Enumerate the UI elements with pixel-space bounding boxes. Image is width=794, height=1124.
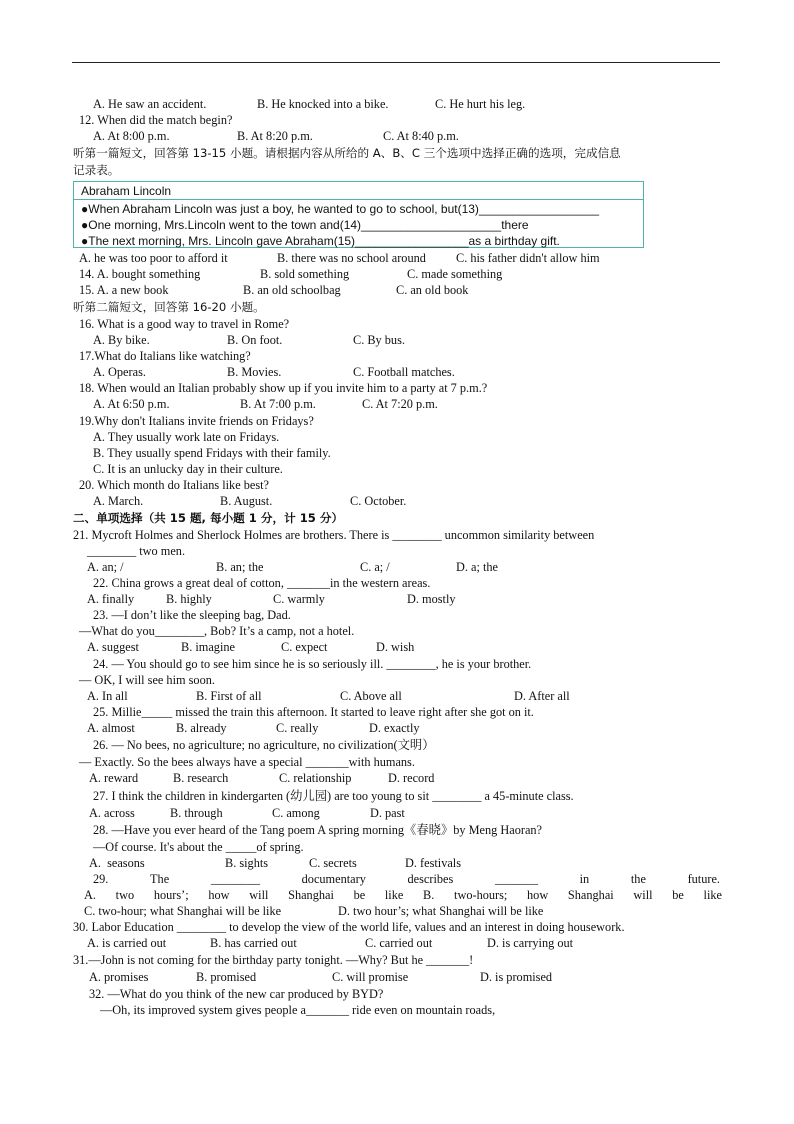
q25-option-c: C. really xyxy=(276,721,319,735)
q15-option-a: 15. A. a new book xyxy=(79,283,169,297)
q29-word: like xyxy=(703,888,722,902)
q24-line2: — OK, I will see him soon. xyxy=(79,673,215,687)
q21-line2: ________ two men. xyxy=(87,544,186,558)
q30-option-a: A. is carried out xyxy=(87,936,167,950)
q16-option-b: B. On foot. xyxy=(227,333,283,347)
q19-option-b: B. They usually spend Fridays with their family. xyxy=(93,446,331,460)
q23-option-d: D. wish xyxy=(376,640,415,654)
q24-line1: 24. — You should go to see him since he is so seriously ill. ________, he is your brother. xyxy=(93,657,532,671)
q28-line2: —Of course. It's about the _____of spring. xyxy=(93,840,304,854)
q22-option-b: B. highly xyxy=(166,592,212,606)
q29-word: describes xyxy=(407,872,454,886)
q13-option-c: C. his father didn't allow him xyxy=(456,251,600,265)
q26-line1: 26. — No bees, no agriculture; no agriculture, no civilization(文明） xyxy=(93,738,435,752)
q21-option-b: B. an; the xyxy=(216,560,264,574)
q24-option-c: C. Above all xyxy=(340,689,402,703)
q22-option-a: A. finally xyxy=(87,592,135,606)
q28-option-a: A. seasons xyxy=(89,856,145,870)
q21-option-a: A. an; / xyxy=(87,560,124,574)
q19-question: 19.Why don't Italians invite friends on Fridays? xyxy=(79,414,314,428)
q18-option-b: B. At 7:00 p.m. xyxy=(240,397,316,411)
q29-word: be xyxy=(672,888,684,902)
q24-option-a: A. In all xyxy=(87,689,128,703)
q14-option-b: B. sold something xyxy=(260,267,350,281)
q19-option-a: A. They usually work late on Fridays. xyxy=(93,430,280,444)
q16-option-c: C. By bus. xyxy=(353,333,405,347)
q25-question: 25. Millie_____ missed the train this afternoon. It started to leave right after she got on it. xyxy=(93,705,534,719)
part2-heading: 二、单项选择（共 15 题, 每小题 1 分，计 15 分） xyxy=(73,511,344,525)
q29-word: how xyxy=(527,888,549,902)
q31-option-a: A. promises xyxy=(89,970,149,984)
q21-option-c: C. a; / xyxy=(360,560,390,574)
q25-option-d: D. exactly xyxy=(369,721,420,735)
q15-option-c: C. an old book xyxy=(396,283,469,297)
q26-option-b: B. research xyxy=(173,771,229,785)
q29-word: two-hours; xyxy=(454,888,508,902)
q12-option-b: B. At 8:20 p.m. xyxy=(237,129,313,143)
q27-option-b: B. through xyxy=(170,806,223,820)
q27-option-c: C. among xyxy=(272,806,320,820)
q28-line1: 28. —Have you ever heard of the Tang poem A spring morning《春晓》by Meng Haoran? xyxy=(93,823,543,837)
q29-word: Shanghai xyxy=(288,888,334,902)
q16-question: 16. What is a good way to travel in Rome? xyxy=(79,317,290,331)
q11-option-a: A. He saw an accident. xyxy=(93,97,207,111)
q29-word: B. xyxy=(423,888,435,902)
q20-question: 20. Which month do Italians like best? xyxy=(79,478,269,492)
q30-option-b: B. has carried out xyxy=(210,936,297,950)
q22-option-c: C. warmly xyxy=(273,592,325,606)
q19-option-c: C. It is an unlucky day in their culture. xyxy=(93,462,283,476)
q29-word: _______ xyxy=(494,872,538,886)
q23-option-a: A. suggest xyxy=(87,640,139,654)
q29-word: A. xyxy=(84,888,96,902)
q23-option-b: B. imagine xyxy=(181,640,235,654)
q31-option-b: B. promised xyxy=(196,970,257,984)
q12-question: 12. When did the match begin? xyxy=(79,113,233,127)
q14-option-c: C. made something xyxy=(407,267,503,281)
q12-option-c: C. At 8:40 p.m. xyxy=(383,129,459,143)
q32-line1: 32. —What do you think of the new car produced by BYD? xyxy=(89,987,384,1001)
q29-line1 xyxy=(93,872,720,886)
q29-word: future. xyxy=(687,872,720,886)
q24-option-d: D. After all xyxy=(514,689,570,703)
q29-word: be xyxy=(353,888,366,902)
q11-option-c: C. He hurt his leg. xyxy=(435,97,526,111)
q28-option-c: C. secrets xyxy=(309,856,357,870)
q27-question: 27. I think the children in kindergarten (幼儿园) are too young to sit ________ a 45-minute class. xyxy=(93,789,574,803)
section1-instruction-line1: 听第一篇短文，回答第 13-15 小题。请根据内容从所给的 A、B、C 三个选项中选择正确的选项，完成信息 xyxy=(73,146,621,160)
q29-option-c: C. two-hour; what Shanghai will be like xyxy=(84,904,282,918)
q30-option-d: D. is carrying out xyxy=(487,936,574,950)
q26-option-d: D. record xyxy=(388,771,435,785)
header-rule xyxy=(72,62,720,63)
q29-word: how xyxy=(208,888,230,902)
q16-option-a: A. By bike. xyxy=(93,333,150,347)
q23-option-c: C. expect xyxy=(281,640,328,654)
q31-option-c: C. will promise xyxy=(332,970,409,984)
section1-instruction-line2: 记录表。 xyxy=(73,163,120,177)
q29-word: two xyxy=(115,888,135,902)
q29-word: will xyxy=(633,888,653,902)
q15-option-b: B. an old schoolbag xyxy=(243,283,341,297)
q27-option-a: A. across xyxy=(89,806,135,820)
q17-option-a: A. Operas. xyxy=(93,365,146,379)
q18-option-a: A. At 6:50 p.m. xyxy=(93,397,170,411)
q26-line2: — Exactly. So the bees always have a special _______with humans. xyxy=(79,755,415,769)
q29-word: in xyxy=(579,872,590,886)
q29-word: will xyxy=(249,888,269,902)
q24-option-b: B. First of all xyxy=(196,689,262,703)
q20-option-c: C. October. xyxy=(350,494,407,508)
q23-line2: —What do you________, Bob? It’s a camp, not a hotel. xyxy=(79,624,355,638)
q18-option-c: C. At 7:20 p.m. xyxy=(362,397,438,411)
q20-option-b: B. August. xyxy=(220,494,273,508)
q21-option-d: D. a; the xyxy=(456,560,499,574)
q25-option-b: B. already xyxy=(176,721,227,735)
table-row-13: ●When Abraham Lincoln was just a boy, he wanted to go to school, but(13)__________________ xyxy=(81,202,600,216)
table-title: Abraham Lincoln xyxy=(81,184,172,198)
q29-word: the xyxy=(630,872,646,886)
q29-word: Shanghai xyxy=(567,888,614,902)
q30-question: 30. Labor Education ________ to develop the view of the world life, values and an interest in doing housework. xyxy=(73,920,625,934)
q32-line2: —Oh, its improved system gives people a_______ ride even on mountain roads, xyxy=(100,1003,496,1017)
q22-question: 22. China grows a great deal of cotton, _______in the western areas. xyxy=(93,576,431,590)
q22-option-d: D. mostly xyxy=(407,592,456,606)
q20-option-a: A. March. xyxy=(93,494,144,508)
q29-word: like xyxy=(384,888,404,902)
q25-option-a: A. almost xyxy=(87,721,135,735)
q26-option-c: C. relationship xyxy=(279,771,352,785)
q30-option-c: C. carried out xyxy=(365,936,433,950)
q29-line2 xyxy=(84,888,722,902)
q27-option-d: D. past xyxy=(370,806,405,820)
q21-line1: 21. Mycroft Holmes and Sherlock Holmes are brothers. There is ________ uncommon similarity between xyxy=(73,528,595,542)
q17-option-b: B. Movies. xyxy=(227,365,282,379)
q29-word: 29. xyxy=(93,872,109,886)
table-row-14: ●One morning, Mrs.Lincoln went to the town and(14)_____________________there xyxy=(81,218,529,232)
q12-option-a: A. At 8:00 p.m. xyxy=(93,129,170,143)
table-row-15: ●The next morning, Mrs. Lincoln gave Abraham(15)_________________as a birthday gift. xyxy=(81,234,560,248)
q29-option-d: D. two hour’s; what Shanghai will be like xyxy=(338,904,544,918)
q29-word: documentary xyxy=(301,872,366,886)
q31-option-d: D. is promised xyxy=(480,970,553,984)
q31-question: 31.—John is not coming for the birthday party tonight. —Why? But he _______! xyxy=(73,953,474,967)
section2-instruction: 听第二篇短文，回答第 16-20 小题。 xyxy=(73,300,265,314)
q18-question: 18. When would an Italian probably show up if you invite him to a party at 7 p.m.? xyxy=(79,381,488,395)
q28-option-b: B. sights xyxy=(225,856,269,870)
q28-option-d: D. festivals xyxy=(405,856,462,870)
q29-word: ________ xyxy=(210,872,260,886)
q11-option-b: B. He knocked into a bike. xyxy=(257,97,389,111)
q17-question: 17.What do Italians like watching? xyxy=(79,349,251,363)
q13-option-b: B. there was no school around xyxy=(277,251,426,265)
q14-option-a: 14. A. bought something xyxy=(79,267,201,281)
q13-option-a: A. he was too poor to afford it xyxy=(79,251,228,265)
q17-option-c: C. Football matches. xyxy=(353,365,455,379)
lincoln-info-table xyxy=(73,181,644,248)
q29-word: hours’; xyxy=(153,888,189,902)
q26-option-a: A. reward xyxy=(89,771,139,785)
q23-line1: 23. —I don’t like the sleeping bag, Dad. xyxy=(93,608,291,622)
q29-word: The xyxy=(150,872,170,886)
